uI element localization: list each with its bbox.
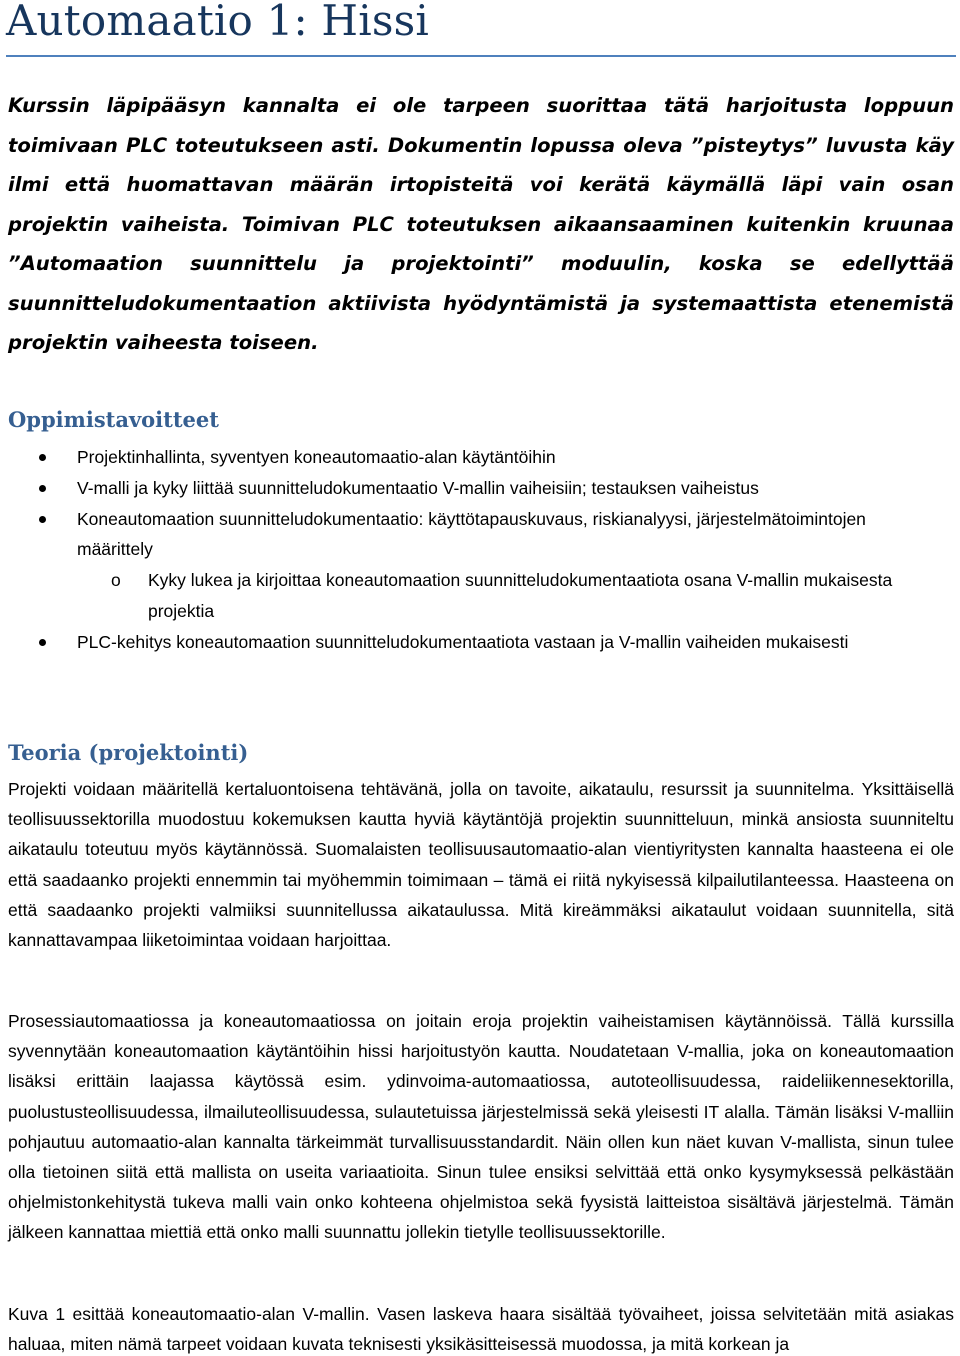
list-item [0, 442, 930, 473]
sublist-item [77, 565, 930, 627]
title-underline [6, 55, 956, 57]
list-item [0, 627, 930, 658]
bullet-icon [39, 485, 46, 492]
list-item [0, 504, 930, 627]
theory-paragraph-3: Kuva 1 esittää koneautomaatio-alan V-mallin. Vasen laskeva haara sisältää työvaiheet, joissa selvitetään mitä asiakas haluaa, miten nämä tarpeet voidaan kuvata teknisesti yksikäsitteisessä muodossa, ja mitä korkean ja [8, 1304, 954, 1355]
intro-paragraph: Kurssin läpipääsyn kannalta ei ole tarpeen suorittaa tätä harjoitusta loppuun toimivaan PLC toteutukseen asti. Dokumentin lopussa oleva ”pisteytys” luvusta käy ilmi että huomattavan määrän irtopisteitä voi kerätä käymällä läpi vain osan projektin vaiheista. Toimivan PLC toteutuksen aikaansaaminen kuitenkin kruunaa ”Automaation suunnittelu ja projektointi” moduulin, koska se edellyttää suunnitteludokumentaation aktiivista hyödyntämistä ja systemaattista etenemistä projektin vaiheesta toiseen. [8, 94, 954, 354]
list-item-text: Projektinhallinta, syventyen koneautomaatio-alan käytäntöihin [77, 447, 556, 467]
list-item-text: Koneautomaation suunnitteludokumentaatio: käyttötapauskuvaus, riskianalyysi, järjestelmätoimintojen määrittely [77, 508, 866, 560]
learning-goals-sublist [77, 565, 930, 627]
heading-theory: Teoria (projektointi) [8, 740, 249, 765]
sublist-item-text: Kyky lukea ja kirjoittaa koneautomaation suunnitteludokumentaatiota osana V-mallin mukaisesta projektia [148, 570, 893, 621]
theory-paragraph-1: Projekti voidaan määritellä kertaluontoisena tehtävänä, jolla on tavoite, aikataulu, resurssit ja suunnitelma. Yksittäisellä teollisuussektorilla muodostuu kokemuksen kautta hyviä käytäntöjä projektin suunnitteluun, minkä ansiosta suunniteltu aikataulu toteutuu myös käytännössä. Suomalaisten teollisuusautomaatio-alan vientiyritysten kannalta haasteena ei ole että saadaanko projekti ennemmin tai myöhemmin toimimaan – tämä ei riitä nykyisessä kilpailutilanteessa. Haasteena on että saadaanko projekti valmiiksi suunnitellussa aikataulussa. Mitä kireämmäksi aikataulut voidaan suunnitella, sitä kannattavampaa liiketoimintaa voidaan harjoittaa. [8, 779, 954, 951]
list-item-text: V-malli ja kyky liittää suunnitteludokumentaatio V-mallin vaiheisiin; testauksen vaiheistus [77, 477, 759, 498]
list-item-text: PLC-kehitys koneautomaation suunnitteludokumentaatiota vastaan ja V-mallin vaiheiden mukaisesti [77, 631, 849, 652]
learning-goals-list [0, 442, 930, 658]
theory-paragraph-2: Prosessiautomaatiossa ja koneautomaatiossa on joitain eroja projektin vaiheistamisen käytännöissä. Tällä kurssilla syvennytään koneautomaation käytäntöihin hissi harjoitustyön kautta. Noudatetaan V-mallia, joka on koneautomaation lisäksi erittäin laajassa käytössä esim. ydinvoima-automaatiossa, autoteollisuudessa, raideliikennesektorilla, puolustusteollisuudessa, ilmailuteollisuudessa, sulautetuissa järjestelmissä sekä yleisesti IT alalla. Tämän lisäksi V-malliin pohjautuu automaatio-alan kannalta tärkeimmät turvallisuusstandardit. Näin ollen kun näet kuvan V-mallista, sinun tulee olla tietoinen siitä että mallista on useita variaatioita. Sinun tulee ensiksi selvittää että onko kysymyksessä pelkästään ohjelmistonkehitystä tukeva malli vain onko kohteena ohjelmistoa sekä fyysistä laitteistoa sisältävä järjestelmä. Tämän jälkeen kannattaa miettiä että onko malli suunnattu jollekin tietylle teollisuussektorille. [8, 1011, 954, 1243]
circle-bullet-icon: o [111, 570, 121, 591]
bullet-icon [39, 639, 46, 646]
heading-learning-goals: Oppimistavoitteet [8, 407, 219, 432]
document-title: Automaatio 1: Hissi [6, 0, 430, 45]
bullet-icon [39, 454, 46, 461]
bullet-icon [39, 516, 46, 523]
list-item [0, 473, 930, 504]
